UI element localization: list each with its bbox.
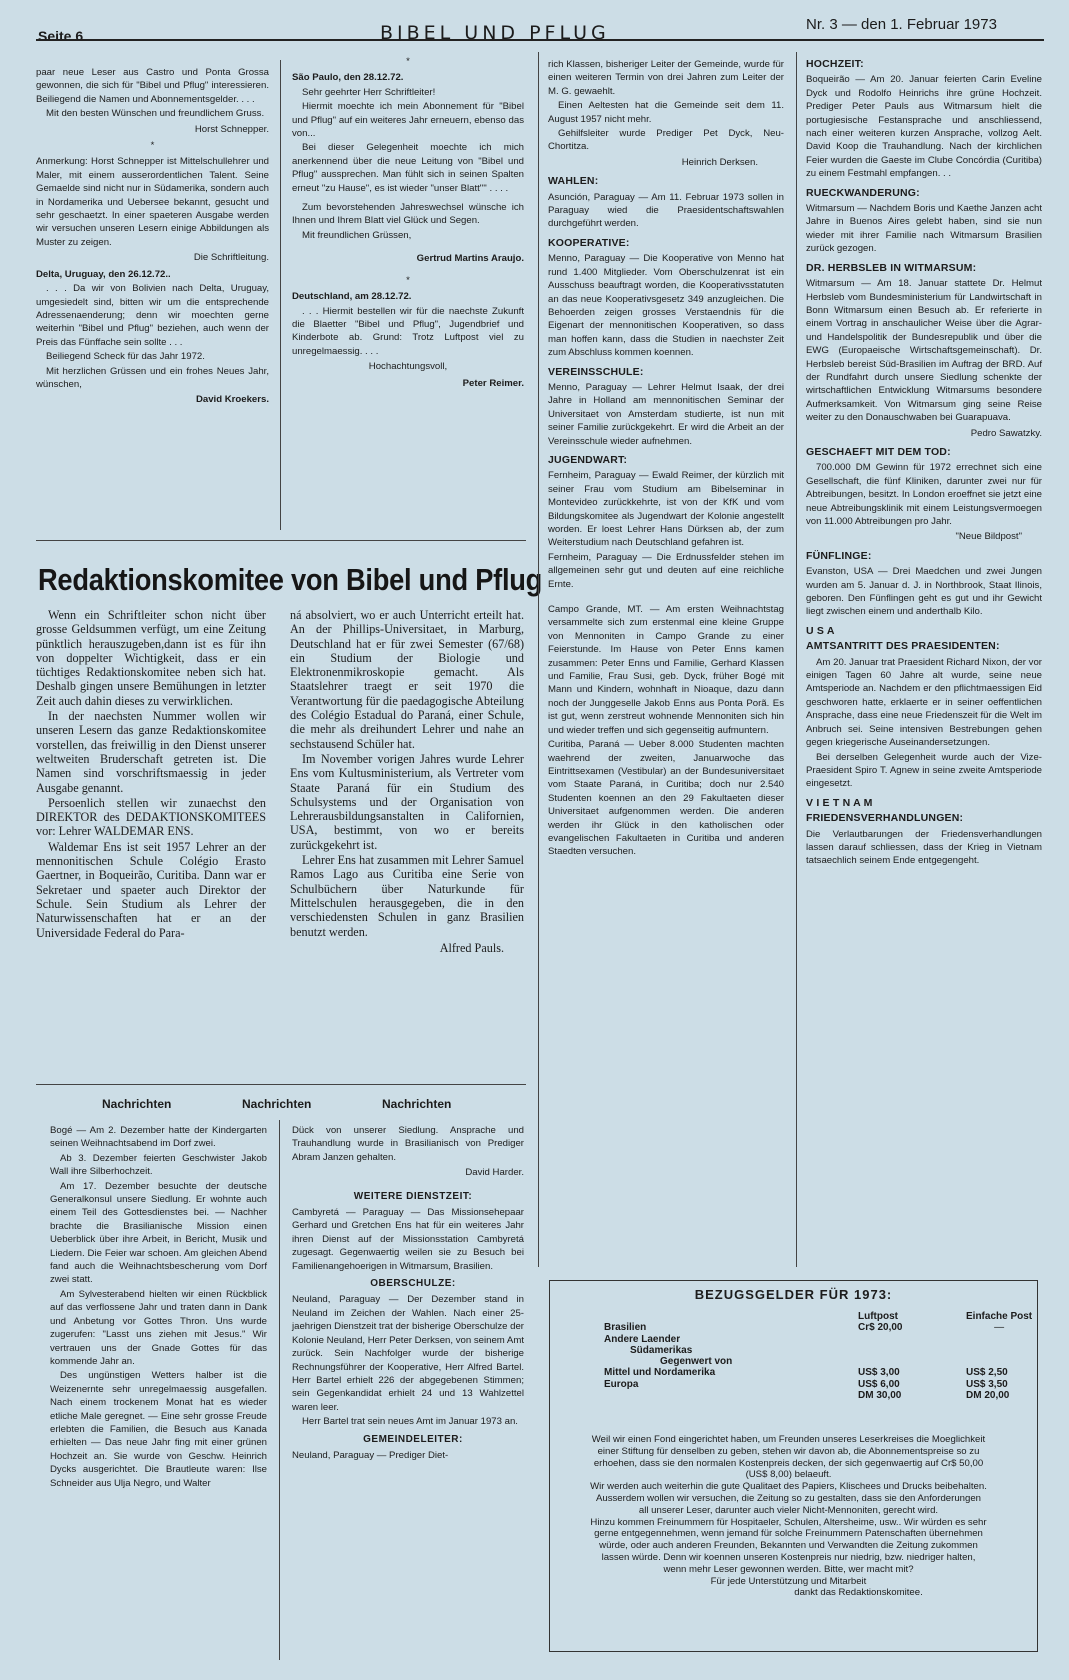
news-column-3 [548, 58, 784, 860]
letter-signature: Gertrud Martins Araujo. [416, 253, 524, 265]
news-item: Bogé — Am 2. Dezember hatte der Kindergarten seinen Weihnachtsabend im Dorf zwei. [50, 1125, 267, 1150]
column-divider [279, 1120, 280, 1660]
column-divider [538, 52, 539, 1267]
column-divider [280, 60, 281, 530]
fees-value [962, 1356, 1036, 1367]
letter-salutation: Sehr geehrter Herr Schriftleiter! [302, 86, 436, 98]
letter-place-date: Delta, Uruguay, den 26.12.72.. [36, 268, 171, 280]
fees-table [600, 1311, 1036, 1401]
paper-title: BIBEL UND PFLUG [380, 22, 610, 44]
news-item: Am 17. Dezember besuchte der deutsche Generalkonsul unsere Siedlung. Er wohnte auch einem Teil des Gottesdienstes bei. — Nachher brachte die Brasilianische Mission einen Ueberblick über ihre Arbeit, in Bericht, Musik und Liedern. Die Feier war schoen. Am gleichen Abend fand auch die Weihnachtsbescherung vom Dorf zwei statt. [50, 1180, 267, 1286]
news-item: Asunción, Paraguay — Am 11. Februar 1973 sollen in Paraguay wied die Praesidentschaftswahlen durchgeführt werden. [548, 191, 784, 230]
fees-paragraph: Wir werden auch weiterhin die gute Qualitaet des Papiers, Klischees und Drucks beibehalten. Ausserdem wollen wir versuchen, die Zeitung so zu gestalten, dass sie den Anforderungen all unserer Leser, darunter auch vieler Nicht-Mennoniten, gerecht wird. [590, 1481, 987, 1516]
letter-signature: Peter Reimer. [462, 377, 524, 389]
separator-star: * [406, 56, 410, 67]
letters-column-2 [292, 52, 524, 393]
header-rule [36, 39, 1044, 41]
news-item: Campo Grande, MT. — Am ersten Weihnachtstag versammelte sich zum erstenmal eine kleine Gruppe von Mennoniten in Campo Grande zu einer Feierstunde. Im Hause von Peter Enns kamen zusammen: Peter Enns und Familie, Gerhard Klassen und Familie, Frau Susi, geb. Dyck, früher Bogé mit Mann und Kindern, wohnhaft in Nioaque, dazu dann noch der Junggeselle Jakob Enns aus Ponta Porã. Es ist gut, wenn zerstreut wohnende Mennoniten sich hin und wieder treffen und sich gegenseitig aufmuntern. [548, 604, 784, 736]
letter-text: . . . Hiermit bestellen wir für die naechste Zukunft die Blaetter "Bibel und Pflug", Jugendbrief und Kinderbote ab. Grund: Trotz Luftpost viel zu unregelmaessig. . . . [292, 305, 524, 357]
article-paragraph: ná absolviert, wo er auch Unterricht erteilt hat. An der Phillips-Universitaet, in Marburg, Deutschland hat er für zwei Semester (67/68) ein Studium der Biologie und Elektronenmikroskopie gemacht. Als Staatslehrer traegt er seit 1970 die Verantwortung für die paedagogische Abteilung des Colégio Estadual do Paraná, einer Schule, die mehr als dreihundert Lehrer und nahe an sechstausend Schüler hat. [290, 608, 524, 751]
issue-date: Nr. 3 — den 1. Februar 1973 [806, 16, 997, 33]
news-item: Am 20. Januar trat Praesident Richard Nixon, der vor einigen Tagen 60 Jahre alt wurde, seine neue Amtsperiode an. Nachdem er den pflichtmaessigen Eid geschworen hatte, erklaerte er in seiner oeffentlichen Ansprache, dass eine neue Friedenszeit für die Welt im Anbruch sei. Seine intensiven Bestrebungen gehen gegen kriegerische Auseinandersetzungen. [806, 656, 1042, 749]
news-section-heading: OBERSCHULZE: [370, 1278, 456, 1290]
news-heading-word: Nachrichten [102, 1097, 172, 1111]
news-item: Gehilfsleiter wurde Prediger Pet Dyck, Neu-Chortitza. [548, 128, 784, 153]
news-column-2 [292, 1124, 524, 1463]
news-column-1 [50, 1124, 267, 1491]
news-item: Fernheim, Paraguay — Die Erdnussfelder stehen im allgemeinen sehr gut und deuten auf eine reichliche Ernte. [548, 551, 784, 590]
article-paragraph: Waldemar Ens ist seit 1957 Lehrer an der mennonitischen Schule Colégio Erasto Gaertner, in Boqueirão, Curitiba. Dann war er Sekretaer und spaeter auch Direktor der Schule. Sein Studium als Lehrer der Naturwissenschaften hat er an der Universidade Federal do Para- [36, 839, 266, 940]
fees-value [854, 1334, 962, 1345]
news-author: Heinrich Derksen. [681, 156, 758, 168]
news-section-heading: V I E T N A M [806, 796, 873, 809]
news-heading [40, 1097, 510, 1115]
page-number: Seite 6 [38, 28, 84, 44]
news-heading-word: Nachrichten [382, 1097, 452, 1111]
separator-star: * [150, 140, 155, 152]
fees-paragraph: Hinzu kommen Freinummern für Hospitaeler, Schulen, Altersheime, usw.. Wir würden es sehr gerne entgegennehmen, wenn jemand für solche Freinummern Patenschaften übernehmen würde, oder auch anderen Freunden, Bekannten und Verwandten die Zeitung zukommen lassen würde. Denn wir koennen unseren Kostenpreis nur niedrig, bzw. niedriger halten, wenn mehr Leser gewonnen werden. Bitte, wer macht mit? [590, 1516, 987, 1575]
fees-row-label: Andere Laender [604, 1333, 681, 1345]
article-paragraph: Lehrer Ens hat zusammen mit Lehrer Samuel Ramos Lago aus Curitiba eine Serie von Schulbüchern über Naturkunde für Mittelschulen herausgegeben, die in den verschiedensten Schulen in ganz Brasilien benutzt werden. [290, 853, 524, 939]
news-item: Neuland, Paraguay — Prediger Diet- [292, 1449, 449, 1461]
separator-star: * [406, 274, 410, 286]
fees-value: US$ 6,00 [858, 1378, 900, 1390]
fees-column-header: Luftpost [858, 1311, 898, 1322]
news-section-heading: KOOPERATIVE: [548, 236, 630, 249]
article-author: Alfred Pauls. [439, 940, 504, 955]
section-rule [36, 540, 526, 541]
letter-text: Mit den besten Wünschen und freundlichem Gruss. [46, 108, 265, 120]
letter-text: Mit herzlichen Grüssen und ein frohes Neues Jahr, wünschen, [36, 365, 269, 390]
news-section-heading: DR. HERBSLEB IN WITMARSUM: [806, 261, 977, 274]
news-section-heading: FRIEDENSVERHANDLUNGEN: [806, 812, 964, 825]
letter-place-date: São Paulo, den 28.12.72. [292, 72, 404, 84]
news-item: Menno, Paraguay — Die Kooperative von Menno hat rund 1.400 Mitglieder. Vom Oberschulzenrat ist ein Ausschuss beauftragt worden, die Kooperativsstatuten an das neue Kooperativsgesetz 349 anzugleichen. Die Behoerden zeigen grosses Verstaendnis für die Eigenart der mennonitischen Kooperativen, so dass man hoffen kann, dass die Studien in naechster Zeit zum Abschluss kommen koennen. [548, 253, 784, 359]
news-item: Evanston, USA — Drei Maedchen und zwei Jungen wurden am 5. Januar d. J. in Northbrook, Staat Ilinois, geboren. Den Fünflingen geht es gut und ihr Gewicht liegt zwischen einem und anderthalb Kilo. [806, 566, 1042, 618]
news-item: Menno, Paraguay — Lehrer Helmut Isaak, der drei Jahre in Holland am mennonitischen Seminar der Universitaet von Amsterdam studierte, ist nun mit seiner Familie zurückgekehrt. Er wird die Arbeit an der Vereinsschule wieder aufnehmen. [548, 381, 784, 447]
fees-value: DM 30,00 [858, 1390, 902, 1402]
article-headline: Redaktionskomitee von Bibel und Pflug [38, 562, 543, 597]
letter-signature: David Kroekers. [195, 394, 269, 406]
subscription-fees-box [549, 1280, 1038, 1652]
fees-value [854, 1356, 962, 1367]
fees-paragraph: Für jede Unterstützung und Mitarbeit [710, 1575, 867, 1587]
letter-signature: Die Schriftleitung. [193, 252, 269, 264]
letter-text: Hiermit moechte ich mein Abonnement für "Bibel und Pflug" auf ein weiteres Jahr erneuern, ebenso das von... [292, 101, 524, 140]
letter-text: . . . Da wir von Bolivien nach Delta, Uruguay, umgesiedelt sind, bitten wir um die entsprechende Adressenaenderung; denn wir moechten gerne weiterhin "Bibel und Pflug" beziehen, auch wenn der Preis das Fünffache sein sollte . . . [36, 283, 269, 348]
news-column-4 [806, 52, 1042, 869]
news-item: Die Verlautbarungen der Friedensverhandlungen lassen darauf schliessen, dass der Krieg in Vietnam tatsaechlich seinem Ende entgegengeht. [806, 828, 1042, 867]
fees-explanation [590, 1434, 987, 1599]
news-section-heading: WEITERE DIENSTZEIT: [353, 1190, 473, 1202]
news-section-heading: HOCHZEIT: [806, 58, 864, 70]
news-item: Des ungünstigen Wetters halber ist die Weizenernte sehr unregelmaessig ausgefallen. Nach einem trockenem Monat hat es wieder etliche Male geregnet. — Eine sehr grosse Freude erlebten die Familien, die Besuch aus Kanada erhielten — Das neue Jahr fing mit einer grünen Hochzeit an. Sie wurde von Geschw. Heinrich Dycks ausgerichtet. Die Brautleute waren: Ilse Schneider aus Ulja Negro, und Walter [50, 1370, 267, 1489]
fees-paragraph: dankt das Redaktionskomitee. [794, 1587, 923, 1599]
article-paragraph: In der naechsten Nummer wollen wir unseren Lesern das ganze Redaktionskomitee vorstellen, das freiwillig in den Dienst unserer weltweiten Bruderschaft getreten ist. Die Namen sind vorschriftsmaessig in jeder Ausgabe genannt. [36, 709, 266, 795]
fees-value [962, 1345, 1036, 1356]
fees-row-label: Europa [604, 1378, 639, 1390]
news-item: Einen Aeltesten hat die Gemeinde seit dem 11. August 1957 nicht mehr. [548, 100, 784, 125]
fees-row-label: Mittel und Nordamerika [604, 1367, 716, 1379]
article-column-1 [36, 608, 266, 941]
fees-value: DM 20,00 [966, 1390, 1010, 1402]
news-author: Pedro Sawatzky. [970, 427, 1042, 439]
article-column-2 [290, 608, 524, 958]
letter-text: Zum bevorstehenden Jahreswechsel wünsche ich Ihnen und Ihrem Blatt viel Glück und Segen. [292, 202, 524, 227]
news-section-heading: RUECKWANDERUNG: [806, 186, 920, 199]
column-divider [796, 52, 797, 1267]
letter-place-date: Deutschland, am 28.12.72. [292, 291, 412, 303]
letter-text: Beiliegend Scheck für das Jahr 1972. [46, 351, 205, 363]
news-item: rich Klassen, bisheriger Leiter der Gemeinde, wurde für einen weiteren Termin von drei Jahren zum Leiter der M. G. gewaehlt. [548, 59, 784, 97]
article-paragraph: Wenn ein Schriftleiter schon nicht über grosse Geldsummen verfügt, um eine Zeitung pünktlich herauszugeben,dann ist es für ihn von doppelter Wichtigkeit, dass er ein tüchtiges Redaktionskomitee neben sich hat. Deshalb gingen unsere Bemühungen in letzter Zeit auch dahin dieses zu verwirklichen. [36, 608, 266, 708]
news-item: Witmarsum — Nachdem Boris und Kaethe Janzen acht Jahre in Buenos Aires gelebt haben, sind sie nun wieder mit ihrer Familie nach Witmarsum Brasilien zurück gezogen. [806, 203, 1042, 255]
fees-value: — [994, 1322, 1005, 1334]
fees-row-label: Gegenwert von [660, 1356, 733, 1368]
letter-text: Mit freundlichen Grüssen, [302, 229, 412, 241]
news-author: David Harder. [465, 1167, 524, 1179]
fees-value [854, 1345, 962, 1356]
fees-row-label: Südamerikas [630, 1344, 693, 1356]
letter-signature: Horst Schnepper. [194, 123, 269, 135]
editor-note: Anmerkung: Horst Schnepper ist Mittelschullehrer und Maler, mit einem ausserordentlichen Talent. Seine Gemaelde sind nicht nur in Südamerika, sondern auch in Nordamerika und Uebersee bekannt, gesucht und sehr geschaetzt. In einer spaeteren Ausgabe werden wir versuchen unseren Lesern einige Abbildungen als Muster zu zeigen. [36, 156, 269, 248]
news-item: Am Sylvesterabend hielten wir einen Rückblick auf das verflossene Jahr und traten dann in Dank und Anbetung vor Gottes Thron. Uns wurde zugerufen: "Lasst uns ziehen mit Jesus." Wir vertrauen uns der Gnade Gottes für das kommende Jahr an. [50, 1288, 267, 1367]
news-item: Neuland, Paraguay — Der Dezember stand in Neuland im Zeichen der Wahlen. Nach einer 25-jaehrigen Dienstzeit trat der bisherige Oberschulze der Kolonie Neuland, Herr Peter Derksen, von seinem Amt zurück. Sein Nachfolger wurde der bisherige Rechnungsführer der Kooperative, Herr Alfred Bartel. Herr Bartel erhielt 226 der abgegebenen Stimmen; sein Gegenkandidat erhielt 24 und 13 Wahlzettel waren leer. [292, 1294, 524, 1413]
news-section-heading: U S A [806, 624, 835, 637]
news-item: Dück von unserer Siedlung. Ansprache und Trauhandlung wurde in Brasilianisch von Prediger Abram Janzen gehalten. [292, 1125, 524, 1163]
news-item: Curitiba, Paraná — Ueber 8.000 Studenten machten waehrend der zweiten, Januarwoche das Eintrittsexamen (Vestibular) an der Bundesuniversitaet vom Staate Paraná, in Curitiba; doch nur 2.540 Studenten koennen an den 29 Fakultaeten dieser Universitaet aufgenommen werden. Die anderen werden ihr Glück in den katholischen oder evangelischen Fakultaeten in Curitiba und anderen Staedten versuchen. [548, 739, 784, 858]
letter-closing: Hochachtungsvoll, [368, 361, 448, 373]
section-rule [36, 1084, 526, 1085]
news-item: Bei derselben Gelegenheit wurde auch der Vize-Praesident Spiro T. Agnew in seine zweite Amtsperiode eingesetzt. [806, 751, 1042, 790]
fees-row-label: Brasilien [604, 1322, 647, 1334]
letter-text: paar neue Leser aus Castro und Ponta Grossa gewonnen, die sich für "Bibel und Pflug" interessieren. Beiliegend die Namen und Abonnementsgelder. . . . [36, 67, 269, 105]
news-section-heading: GEMEINDELEITER: [363, 1433, 463, 1445]
news-section-heading: JUGENDWART: [548, 453, 628, 466]
fees-value: US$ 2,50 [966, 1367, 1008, 1379]
letters-column-1 [36, 66, 269, 410]
news-item: Boqueirão — Am 20. Januar feierten Carin Eveline Dyck und Rodolfo Heinrichs ihre grüne Hochzeit. Prediger Peter Pauls aus Witmarsum hielt die portugiesische Festansprache und anschliessend, nach einer weiteren kurzen Ansprache, vollzog Aelt. David Koop die Trauhandlung. Nach der kirchlichen Feier wurden die Gaeste im Clube Concórdia (Curitiba) zu einem Festmahl empfangen. . . [806, 74, 1042, 180]
fees-paragraph: Weil wir einen Fond eingerichtet haben, um Freunden unseres Leserkreises die Moeglichkeit einer Stiftung für denselben zu geben, stehen wir davon ab, die Abonnementspreise so zu erhoehen, dass sie den normalen Kostenpreis decken, der sich gegenwaertig auf Cr$ 50,00 (US$ 8,00) belaeuft. [591, 1434, 986, 1481]
fees-row-label [600, 1390, 854, 1401]
news-section-heading: FÜNFLINGE: [806, 549, 872, 562]
fees-title: BEZUGSGELDER FÜR 1973: [694, 1287, 893, 1302]
news-section-heading: AMTSANTRITT DES PRAESIDENTEN: [806, 640, 1000, 653]
news-item: Ab 3. Dezember feierten Geschwister Jakob Wall ihre Silberhochzeit. [50, 1152, 267, 1178]
news-source: "Neue Bildpost" [955, 531, 1022, 543]
news-item: Cambyretá — Paraguay — Das Missionsehepaar Gerhard und Gretchen Ens hat für ein weiteres Jahr ihren Dienst auf der Missionsstation Cambyretá zugesagt. Gegenwaertig weilen sie zu Besuch bei Familienangehoerigen in Witmarsum, Brasilien. [292, 1207, 524, 1272]
fees-value: US$ 3,50 [966, 1378, 1008, 1390]
news-item: Fernheim, Paraguay — Ewald Reimer, der kürzlich mit seiner Frau vom Studium am Bibelseminar in Montevideo zurückkehrte, ist von der KfK und vom Bildungskomitee als Jugendwart der Kolonie angestellt worden. Er loest Lehrer Hans Dürksen ab, der zum Weiterstudium nach Deutschland gefahren ist. [548, 470, 784, 549]
fees-value: Cr$ 20,00 [858, 1322, 903, 1334]
news-item: 700.000 DM Gewinn für 1972 errechnet sich eine Gesellschaft, die fünf Kliniken, darunter zwei nur für Abtreibungen, besitzt. In London eroeffnet sie jetzt eine neue Abtreibungsklinik mit einem Leistungsvermoegen von 11.000 Abtreibungen pro Jahr. [806, 462, 1042, 527]
news-section-heading: GESCHAEFT MIT DEM TOD: [806, 445, 951, 458]
news-section-heading: WAHLEN: [548, 175, 599, 188]
news-item: Herr Bartel trat sein neues Amt im Januar 1973 an. [302, 1416, 518, 1428]
news-item: Witmarsum — Am 18. Januar stattete Dr. Helmut Herbsleb vom Bundesministerium für Landwirtschaft in Bonn Witmarsum einen Besuch ab. Er referierte in einem Vortrag in anschaulicher Weise über die Agrar- und Handelspolitik der Bundesrepublik und über die EWG (Europaeische Wirtschaftsgemeinschaft). Dr. Herbsleb bereist Süd-Brasilien im Auftrag der BRD. Auf der Rundfahrt durch unsere Siedlung schenkte der wirtschaftlichen Entwicklung Witmarsums besondere Aufmerksamkeit. Von Witmarsum ging seine Reise weiter zu den Donauschwaben bei Guarapuava. [806, 278, 1042, 424]
fees-value [962, 1334, 1036, 1345]
article-paragraph: Im November vorigen Jahres wurde Lehrer Ens vom Kultusministerium, als Vertreter vom Staate Paraná für ein Studium des Schulsystems und der Organisation von Lehrerausbildungsanstalten in Californien, USA, bestimmt, von wo er bereits zurückgekehrt ist. [290, 751, 524, 852]
news-section-heading: VEREINSSCHULE: [548, 365, 644, 378]
fees-column-header: Einfache Post [966, 1311, 1033, 1322]
letter-text: Bei dieser Gelegenheit moechte ich mich anerkennend über die neue Leitung von "Bibel und Pflug" aussprechen. Man fühlt sich in seinen Spalten erneut "zu Hause", es ist wieder "unser Blatt"'' . . . . [292, 142, 524, 194]
fees-value: US$ 3,00 [858, 1367, 900, 1379]
article-paragraph: Persoenlich stellen wir zunaechst den DIREKTOR des DEDAKTIONSKOMITEES vor: Lehrer WALDEMAR ENS. [36, 795, 266, 839]
news-heading-word: Nachrichten [242, 1097, 312, 1111]
